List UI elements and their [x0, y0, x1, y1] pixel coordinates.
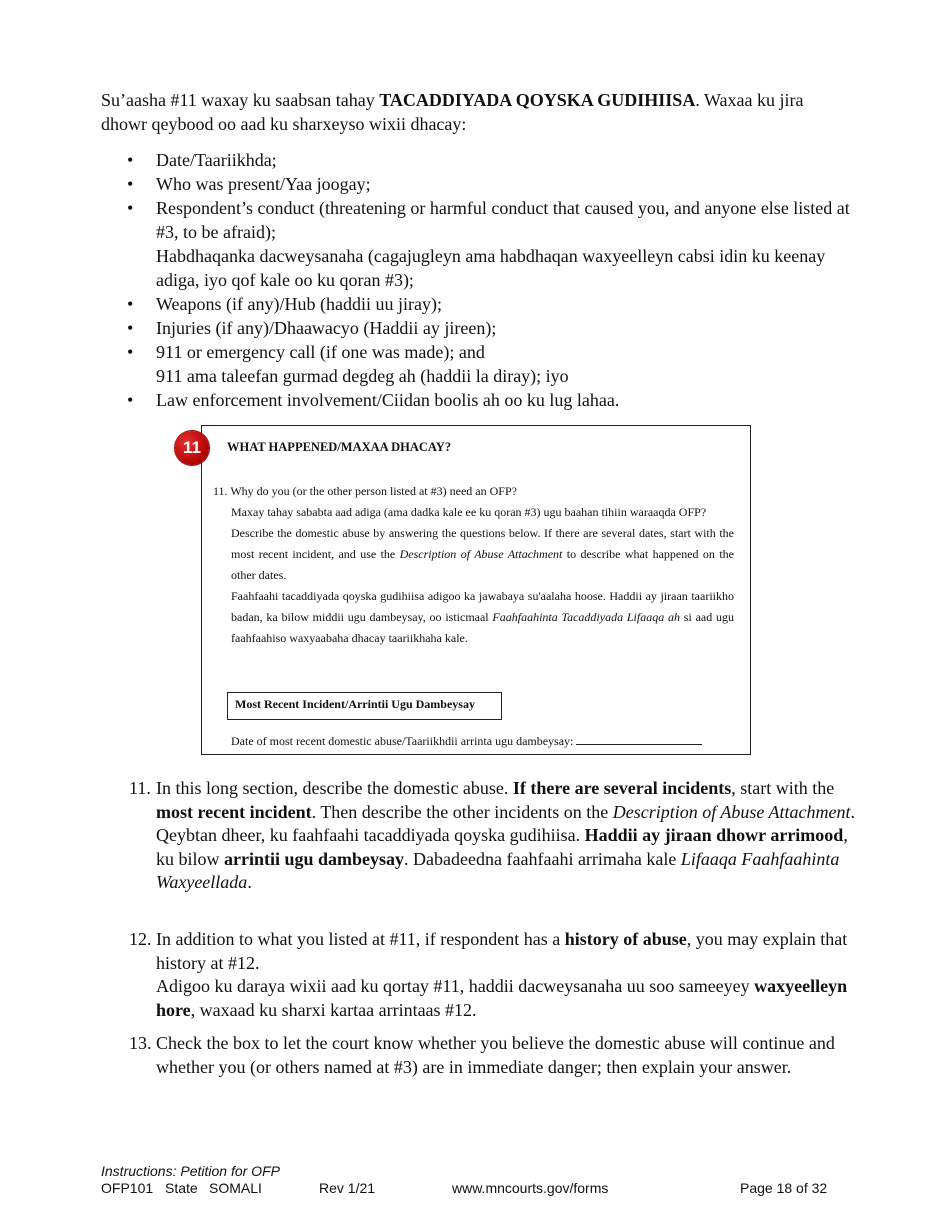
numbered-item	[101, 777, 856, 895]
text-segment: , start with the	[731, 778, 835, 798]
text-segment: arrintii ugu dambeysay	[224, 848, 405, 869]
text-segment: , you may explain that history at #12.	[156, 929, 848, 973]
bullet-line: Law enforcement involvement/Ciidan boolis ah oo ku lug lahaa.	[156, 390, 620, 410]
numbered-item	[101, 928, 856, 1022]
bullet-dot: •	[127, 198, 134, 218]
text-segment: . Then describe the other incidents on the	[311, 801, 613, 822]
numbered-item	[101, 1032, 856, 1079]
bullet-dot: •	[127, 150, 134, 170]
form-describe-so-text-end: si aad ugu faahfaahiso waxyaabaha dhacay taariikhaha kale.	[231, 610, 734, 645]
page-footer	[101, 1163, 841, 1197]
bullet-dot: •	[127, 390, 134, 410]
text-segment: Check the box to let the court know whether you believe the domestic abuse will continue and whether you (or others named at #3) are in immediate danger; then explain your answer.	[156, 1033, 835, 1077]
text-segment: Haddii ay jiraan dhowr arrimood	[584, 825, 844, 845]
bullet-line: 911 ama taleefan gurmad degdeg ah (haddii la diray); iyo	[156, 366, 569, 386]
text-segment: If there are several incidents	[512, 778, 732, 798]
item-number: 11.	[129, 778, 151, 798]
text-segment: waxyeelleyn hore	[156, 976, 848, 1020]
bullet-item	[101, 148, 856, 172]
bullet-line: Who was present/Yaa joogay;	[156, 174, 371, 194]
footer-state: State	[165, 1180, 198, 1196]
bullet-list	[101, 148, 856, 412]
footer-form-code: OFP101	[101, 1180, 154, 1196]
date-blank-line	[576, 733, 702, 745]
form-describe-instructions-somali	[231, 586, 734, 649]
intro-text: Su’aasha #11 waxay ku saabsan tahay	[101, 90, 380, 110]
item-english-text	[156, 928, 856, 975]
text-segment: .	[850, 801, 856, 822]
footer-language: SOMALI	[209, 1180, 262, 1196]
text-segment: . Dabadeedna faahfaahi arrimaha kale	[404, 848, 681, 869]
bullet-dot: •	[127, 342, 134, 362]
bullet-item	[101, 292, 856, 316]
bullet-dot: •	[127, 318, 134, 338]
form-describe-instructions	[231, 523, 734, 586]
bullet-line: Injuries (if any)/Dhaawacyo (Haddii ay jireen);	[156, 318, 497, 338]
intro-paragraph	[101, 88, 851, 136]
text-segment: .	[247, 872, 252, 892]
bullet-line: Habdhaqanka dacweysanaha (cagajugleyn ama habdhaqan waxyeelleyn cabsi idin ku keenay adiga, iyo qof kale oo ku qoran #3);	[156, 246, 826, 290]
text-segment: , waxaad ku sharxi kartaa arrintaas #12.	[190, 999, 477, 1020]
footer-doc-title: Instructions: Petition for OFP	[101, 1163, 280, 1179]
text-segment: Adigoo ku daraya wixii aad ku qortay #11, haddii dacweysanaha uu soo sameeyey	[156, 976, 755, 996]
section-number-badge: 11	[175, 431, 209, 465]
bullet-line: Weapons (if any)/Hub (haddii uu jiray);	[156, 294, 442, 314]
footer-url: www.mncourts.gov/forms	[452, 1180, 609, 1196]
most-recent-incident-label: Most Recent Incident/Arrintii Ugu Dambeysay	[227, 692, 502, 720]
bullet-line: Respondent’s conduct (threatening or harmful conduct that caused you, and anyone else listed at #3, to be afraid);	[156, 198, 850, 242]
item-somali-text	[156, 824, 856, 895]
date-of-abuse-label: Date of most recent domestic abuse/Taariikhdii arrinta ugu dambeysay:	[231, 734, 577, 748]
item-english-text	[156, 777, 856, 824]
text-segment: In this long section, describe the domestic abuse.	[156, 778, 513, 798]
form-question-somali: Maxay tahay sababta aad adiga (ama dadka kale ee ku qoran #3) ugu baahan tihiin waraaqda OFP?	[231, 505, 707, 519]
form-section-title: WHAT HAPPENED/MAXAA DHACAY?	[227, 440, 452, 454]
item-number: 13.	[129, 1033, 152, 1053]
form-describe-text: Describe the domestic abuse by answering the questions below. If there are several dates, start with the most recent incident, and use the	[231, 526, 734, 561]
item-number: 12.	[129, 929, 152, 949]
text-segment: history of abuse	[564, 929, 687, 949]
bullet-dot: •	[127, 294, 134, 314]
form-question-body	[213, 481, 734, 649]
text-segment: Description of Abuse Attachment	[612, 801, 851, 822]
intro-text-end: . Waxaa ku jira dhowr qeybood oo aad ku sharxeyso wixii dhacay:	[101, 90, 804, 134]
text-segment: , ku bilow	[156, 825, 848, 869]
bullet-item	[101, 316, 856, 340]
bullet-line: Date/Taariikhda;	[156, 150, 277, 170]
form-question: 11. Why do you (or the other person listed at #3) need an OFP?	[213, 484, 517, 498]
form-describe-text-end: to describe what happened on the other dates.	[231, 547, 734, 582]
date-of-abuse-line	[231, 733, 702, 749]
footer-page-number: Page 18 of 32	[740, 1180, 828, 1196]
item-somali-text	[156, 975, 856, 1022]
item-english-text	[156, 1032, 856, 1079]
bullet-item	[101, 172, 856, 196]
text-segment: In addition to what you listed at #11, if respondent has a	[156, 929, 565, 949]
intro-bold-text: TACADDIYADA QOYSKA GUDIHIISA	[379, 90, 696, 110]
text-segment: Lifaaqa Faahfaahinta Waxyeellada	[156, 848, 840, 892]
footer-revision: Rev 1/21	[319, 1180, 376, 1196]
bullet-item	[101, 340, 856, 388]
text-segment: most recent incident	[156, 801, 312, 822]
form-describe-so-text: Faahfaahi tacaddiyada qoyska gudihiisa adigoo ka jawabaya su'aalaha hoose. Haddii ay jiraan taariikho badan, ka bilow middii ugu dambeysay, oo isticmaal	[231, 589, 734, 624]
form-describe-italic: Description of Abuse Attachment	[399, 547, 563, 561]
bullet-item	[101, 196, 856, 292]
bullet-line: 911 or emergency call (if one was made); and	[156, 342, 485, 362]
text-segment: Qeybtan dheer, ku faahfaahi tacaddiyada qoyska gudihiisa.	[156, 825, 585, 845]
bullet-item	[101, 388, 856, 412]
bullet-dot: •	[127, 174, 134, 194]
form-describe-so-italic: Faahfaahinta Tacaddiyada Lifaaqa ah	[492, 610, 680, 624]
